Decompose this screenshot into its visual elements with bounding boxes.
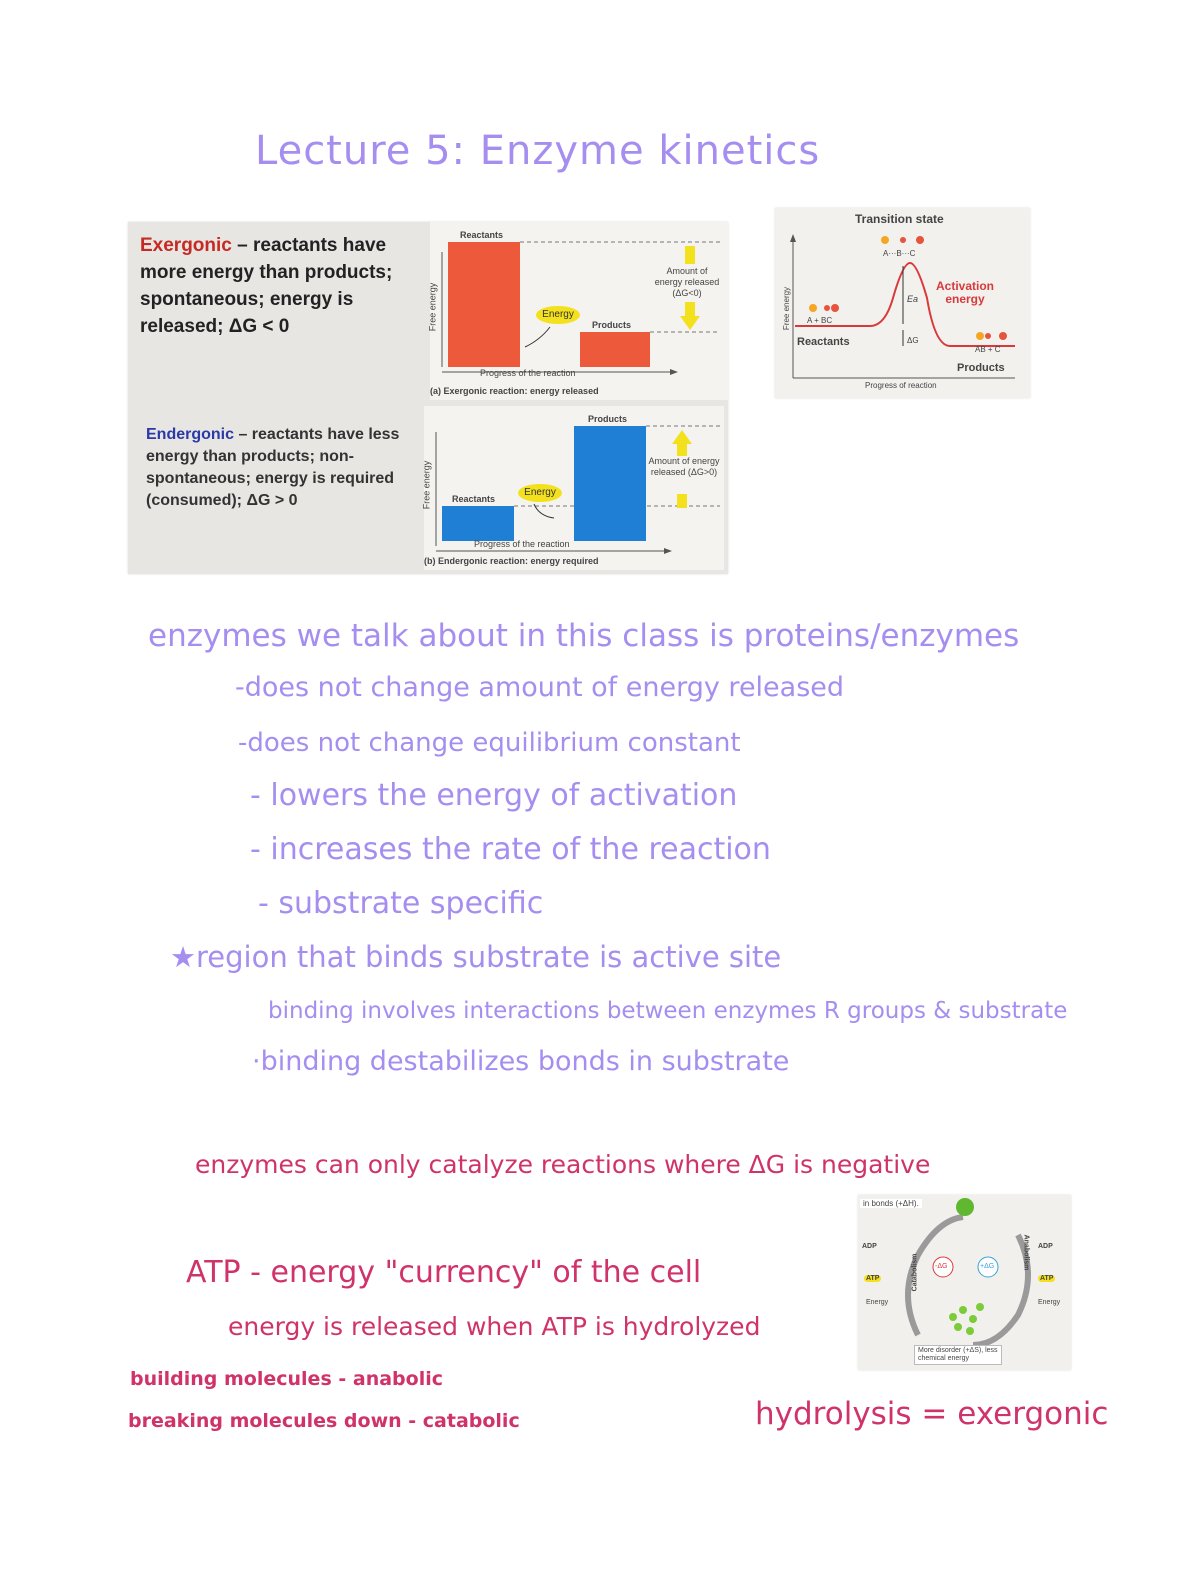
note-line-3: -does not change equilibrium constant (238, 728, 741, 758)
amount-label-a: Amount of energy released (ΔG<0) (654, 266, 720, 298)
free-energy-axis-a: Free energy (427, 282, 438, 332)
progress-axis-b: Progress of the reaction (474, 539, 570, 549)
disorder-label: More disorder (+ΔS), less chemical energy (914, 1345, 1002, 1365)
exergonic-endergonic-figure (128, 222, 728, 574)
note-line-8: binding involves interactions between enzymes R groups & substrate (268, 998, 1068, 1024)
amount-label-b: Amount of energy released (ΔG>0) (648, 456, 720, 477)
note-line-1: enzymes we talk about in this class is proteins/enzymes (148, 618, 1020, 654)
products-bar-b (574, 426, 646, 541)
abc-label: A···B···C (883, 249, 916, 258)
reactants-label-b: Reactants (452, 494, 496, 504)
ea-label: Ea (907, 294, 919, 304)
neg-dg-label: -ΔG (935, 1263, 948, 1270)
atp-cycle-svg (858, 1195, 1071, 1370)
endergonic-text: – reactants have less energy than products; non-spontaneous; energy is required (consumed); ΔG > 0 (146, 426, 400, 509)
note-line-10: enzymes can only catalyze reactions where ΔG is negative (195, 1150, 931, 1179)
free-energy-axis-b: Free energy (421, 460, 432, 510)
note-line-9: ·binding destabilizes bonds in substrate (252, 1046, 790, 1077)
progress-axis-a: Progress of the reaction (480, 368, 576, 378)
ab-plus-c-label: AB + C (975, 345, 1001, 354)
adp-label-left: ADP (862, 1243, 877, 1250)
note-line-12: energy is released when ATP is hydrolyzed (228, 1312, 761, 1341)
energy-label-right: Energy (1038, 1299, 1061, 1306)
endergonic-description (146, 424, 416, 512)
adp-label-right: ADP (1038, 1243, 1053, 1250)
transition-state-figure (775, 208, 1030, 398)
note-line-2: -does not change amount of energy released (235, 672, 845, 703)
products-label-ts: Products (957, 362, 1005, 374)
products-label-b: Products (588, 414, 628, 424)
exergonic-text: – reactants have more energy than products; spontaneous; energy is released; ΔG < 0 (140, 235, 393, 337)
energy-badge-b: Energy (518, 484, 562, 502)
exergonic-description (140, 232, 430, 340)
activation-energy-label: Activation energy (935, 279, 994, 306)
caption-a: (a) Exergonic reaction: energy released (430, 386, 599, 396)
note-line-15: hydrolysis = exergonic (755, 1396, 1109, 1432)
note-line-5: - increases the rate of the reaction (250, 832, 771, 867)
catabolism-label: Catabolism (911, 1253, 919, 1292)
bonds-label: in bonds (+ΔH). (860, 1199, 922, 1208)
products-label-a: Products (592, 320, 632, 330)
page-title: Lecture 5: Enzyme kinetics (255, 128, 821, 174)
atp-label-left: ATP (866, 1275, 880, 1282)
products-bar-a (580, 332, 650, 367)
transition-state-label: Transition state (855, 212, 944, 226)
note-line-13: building molecules - anabolic (130, 1368, 443, 1390)
reactants-label-a: Reactants (460, 230, 504, 240)
exergonic-diagram (427, 222, 728, 400)
endergonic-diagram-svg (424, 406, 724, 570)
energy-label-left: Energy (866, 1299, 889, 1306)
a-plus-bc-label: A + BC (807, 316, 833, 325)
delta-g-label: ΔG (907, 336, 919, 345)
pos-dg-label: +ΔG (980, 1263, 995, 1270)
progress-axis-ts: Progress of reaction (865, 381, 937, 390)
energy-badge-a: Energy (536, 306, 580, 324)
exergonic-diagram-svg (430, 222, 728, 400)
atp-label-right: ATP (1040, 1275, 1054, 1282)
note-line-6: - substrate specific (258, 886, 544, 921)
exergonic-term: Exergonic (140, 235, 232, 256)
note-line-14: breaking molecules down - catabolic (128, 1410, 520, 1432)
note-line-7: ★region that binds substrate is active site (170, 940, 782, 974)
endergonic-diagram (421, 406, 724, 570)
free-energy-axis-ts: Free energy (782, 286, 792, 331)
atp-cycle-figure (858, 1195, 1071, 1370)
note-line-11: ATP - energy "currency" of the cell (186, 1255, 702, 1290)
anabolism-label: Anabolism (1022, 1234, 1030, 1271)
endergonic-term: Endergonic (146, 426, 235, 443)
caption-b: (b) Endergonic reaction: energy required (424, 556, 599, 566)
reactants-label-ts: Reactants (797, 336, 850, 348)
reactants-bar-a (448, 242, 520, 367)
reactants-bar-b (442, 506, 514, 541)
note-line-4: - lowers the energy of activation (250, 778, 738, 813)
